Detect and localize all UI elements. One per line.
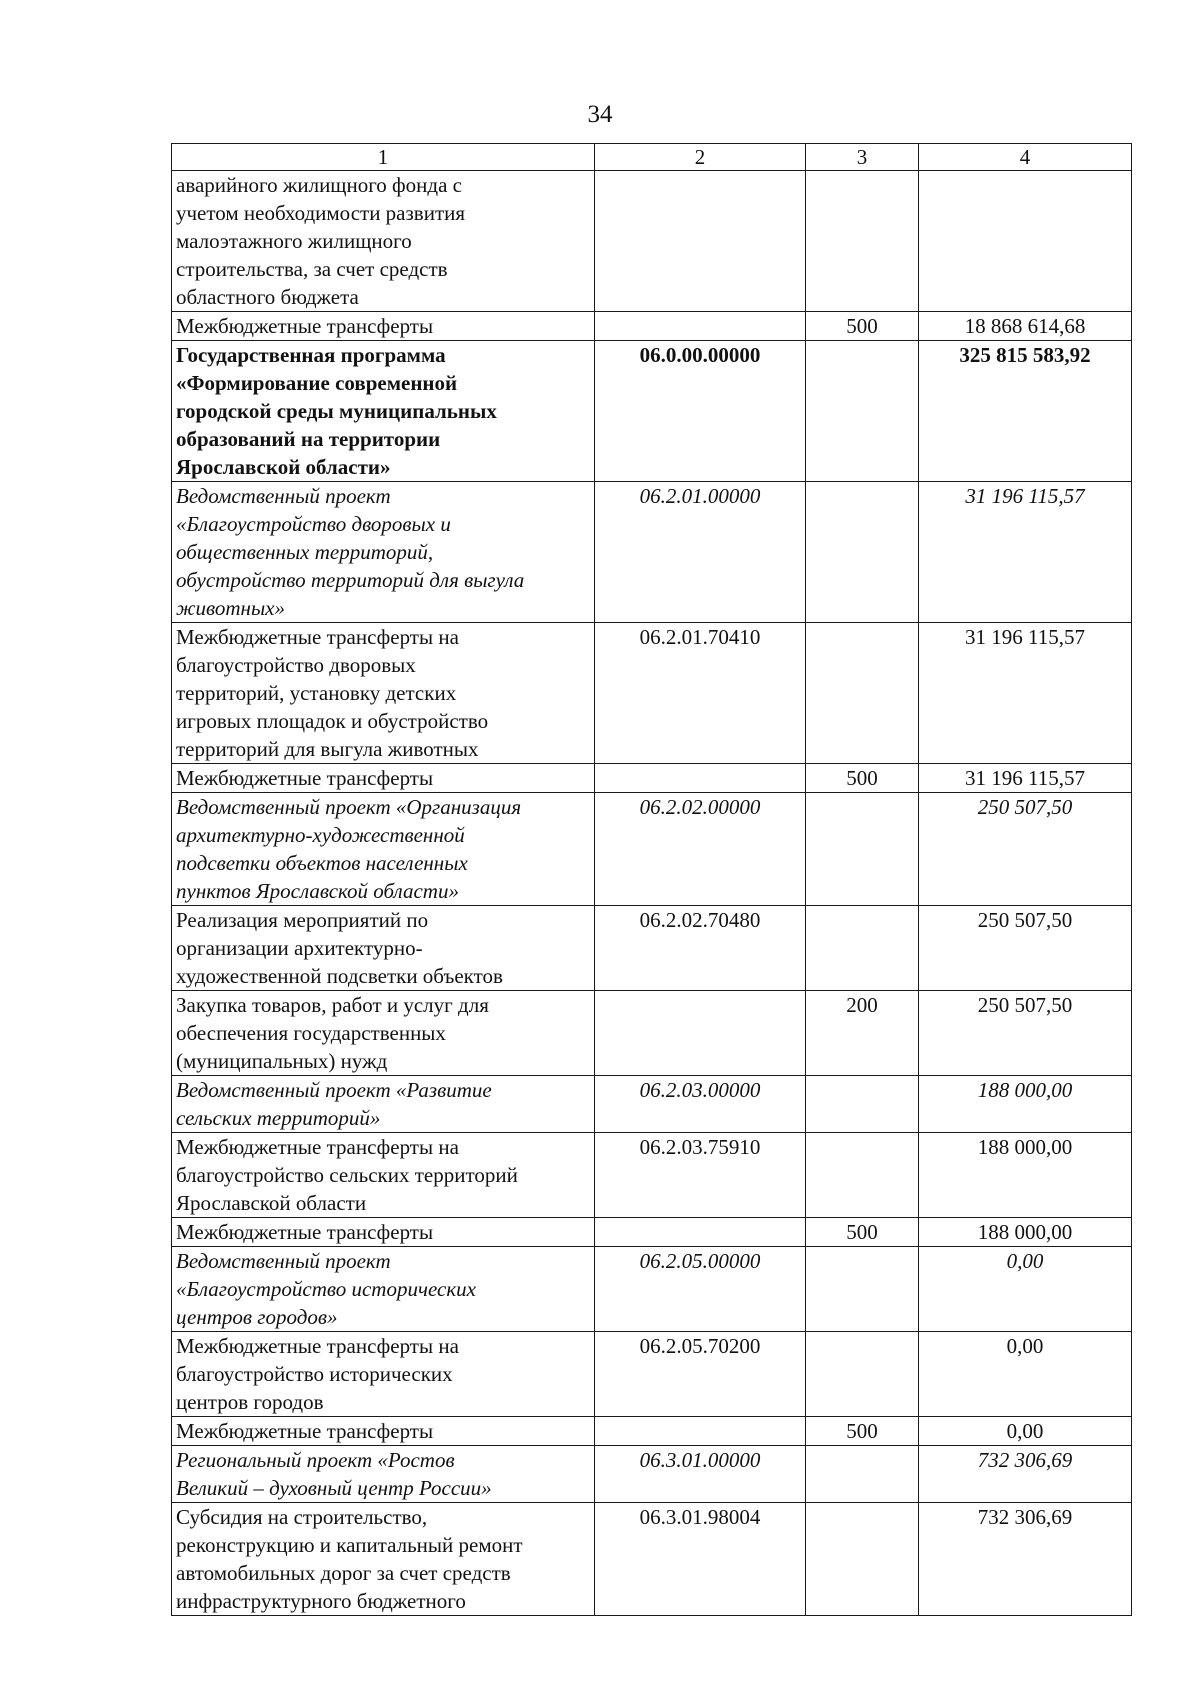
row-name-line: благоустройство исторических (176, 1362, 453, 1386)
table-row (172, 1247, 1132, 1332)
table-row (172, 793, 1132, 906)
page-number: 34 (587, 101, 613, 128)
row-name-line: аварийного жилищного фонда с (176, 173, 462, 197)
row-type-cell (806, 1503, 919, 1616)
row-sum-cell: 188 000,00 (919, 1076, 1132, 1133)
row-name-line: реконструкцию и капитальный ремонт (176, 1533, 523, 1557)
row-name-cell (172, 764, 595, 793)
table-row (172, 482, 1132, 623)
row-name-line: благоустройство сельских территорий (176, 1163, 518, 1187)
row-code-cell: 06.2.05.70200 (595, 1332, 806, 1417)
row-code-cell (595, 312, 806, 341)
table-row (172, 764, 1132, 793)
row-name-line: городской среды муниципальных (176, 399, 497, 423)
row-type-cell: 500 (806, 1218, 919, 1247)
row-name-cell (172, 793, 595, 906)
row-name-line: Межбюджетные трансферты на (176, 625, 459, 649)
table-row (172, 1218, 1132, 1247)
table-row (172, 1332, 1132, 1417)
header-col-3: 3 (806, 144, 919, 171)
row-name-cell (172, 482, 595, 623)
row-code-cell: 06.2.02.00000 (595, 793, 806, 906)
row-code-cell: 06.2.03.00000 (595, 1076, 806, 1133)
row-type-cell (806, 906, 919, 991)
row-name-cell (172, 341, 595, 482)
header-col-4: 4 (919, 144, 1132, 171)
row-name-cell (172, 1332, 595, 1417)
row-sum-cell: 250 507,50 (919, 991, 1132, 1076)
row-name-cell (172, 623, 595, 764)
row-type-cell (806, 1247, 919, 1332)
row-name-line: областного бюджета (176, 285, 359, 309)
row-name-line: «Формирование современной (176, 371, 458, 395)
row-name-line: Межбюджетные трансферты (176, 1220, 434, 1244)
row-code-cell (595, 1218, 806, 1247)
row-name-cell (172, 1218, 595, 1247)
row-type-cell (806, 482, 919, 623)
row-code-cell: 06.2.05.00000 (595, 1247, 806, 1332)
row-name-line: общественных территорий, (176, 540, 434, 564)
table-row (172, 1417, 1132, 1446)
table-row (172, 623, 1132, 764)
row-name-cell (172, 1076, 595, 1133)
row-name-cell (172, 1503, 595, 1616)
row-sum-cell: 732 306,69 (919, 1446, 1132, 1503)
row-code-cell: 06.2.01.70410 (595, 623, 806, 764)
row-sum-cell: 0,00 (919, 1247, 1132, 1332)
row-type-cell: 200 (806, 991, 919, 1076)
row-sum-cell: 188 000,00 (919, 1218, 1132, 1247)
row-name-line: Закупка товаров, работ и услуг для (176, 993, 489, 1017)
row-type-cell (806, 1133, 919, 1218)
row-type-cell (806, 623, 919, 764)
row-name-line: подсветки объектов населенных (176, 851, 468, 875)
row-name-line: Ведомственный проект «Организация (176, 795, 522, 819)
row-name-line: Великий – духовный центр России» (176, 1476, 492, 1500)
row-sum-cell: 250 507,50 (919, 793, 1132, 906)
row-name-line: Ярославской области (176, 1191, 367, 1215)
table-row (172, 1503, 1132, 1616)
row-sum-cell: 250 507,50 (919, 906, 1132, 991)
row-name-line: территорий, установку детских (176, 681, 457, 705)
row-sum-cell: 325 815 583,92 (919, 341, 1132, 482)
row-name-line: автомобильных дорог за счет средств (176, 1561, 511, 1585)
row-name-line: животных» (176, 596, 285, 620)
table-body (172, 171, 1132, 1616)
row-name-cell (172, 991, 595, 1076)
row-code-cell: 06.2.02.70480 (595, 906, 806, 991)
row-name-line: художественной подсветки объектов (176, 964, 503, 988)
header-col-1: 1 (172, 144, 595, 171)
row-name-cell (172, 906, 595, 991)
row-type-cell (806, 341, 919, 482)
row-code-cell: 06.0.00.00000 (595, 341, 806, 482)
row-code-cell: 06.3.01.00000 (595, 1446, 806, 1503)
budget-table (171, 143, 1132, 1616)
row-name-cell (172, 1417, 595, 1446)
row-name-line: организации архитектурно- (176, 936, 423, 960)
row-sum-cell: 18 868 614,68 (919, 312, 1132, 341)
row-type-cell: 500 (806, 1417, 919, 1446)
table-row (172, 1133, 1132, 1218)
row-sum-cell: 31 196 115,57 (919, 623, 1132, 764)
row-name-line: игровых площадок и обустройство (176, 709, 489, 733)
row-name-line: Региональный проект «Ростов (176, 1448, 455, 1472)
row-name-line: Межбюджетные трансферты (176, 766, 434, 790)
row-name-line: Межбюджетные трансферты (176, 314, 434, 338)
row-name-cell (172, 1133, 595, 1218)
row-name-line: Межбюджетные трансферты на (176, 1135, 459, 1159)
row-name-line: Ведомственный проект «Развитие (176, 1078, 492, 1102)
row-code-cell (595, 1417, 806, 1446)
row-sum-cell: 0,00 (919, 1417, 1132, 1446)
row-sum-cell (919, 171, 1132, 312)
row-code-cell: 06.2.01.00000 (595, 482, 806, 623)
table-row (172, 1446, 1132, 1503)
row-code-cell: 06.2.03.75910 (595, 1133, 806, 1218)
header-row (172, 144, 1132, 171)
row-sum-cell: 0,00 (919, 1332, 1132, 1417)
row-name-line: территорий для выгула животных (176, 737, 479, 761)
table-row (172, 906, 1132, 991)
row-sum-cell: 188 000,00 (919, 1133, 1132, 1218)
row-code-cell: 06.3.01.98004 (595, 1503, 806, 1616)
row-name-line: «Благоустройство исторических (176, 1277, 476, 1301)
row-sum-cell: 31 196 115,57 (919, 764, 1132, 793)
row-name-cell (172, 1247, 595, 1332)
row-name-line: Ведомственный проект (176, 1249, 391, 1273)
row-type-cell: 500 (806, 764, 919, 793)
row-name-line: пунктов Ярославской области» (176, 879, 459, 903)
row-type-cell (806, 1332, 919, 1417)
row-name-cell (172, 1446, 595, 1503)
table-row (172, 171, 1132, 312)
row-sum-cell: 732 306,69 (919, 1503, 1132, 1616)
row-name-line: (муниципальных) нужд (176, 1049, 388, 1073)
row-type-cell (806, 793, 919, 906)
row-type-cell (806, 1446, 919, 1503)
row-name-cell (172, 171, 595, 312)
row-code-cell (595, 764, 806, 793)
table-row (172, 341, 1132, 482)
row-name-line: Субсидия на строительство, (176, 1505, 428, 1529)
row-name-line: учетом необходимости развития (176, 201, 466, 225)
row-name-line: строительства, за счет средств (176, 257, 448, 281)
row-type-cell: 500 (806, 312, 919, 341)
row-name-line: инфраструктурного бюджетного (176, 1589, 466, 1613)
row-name-line: Межбюджетные трансферты (176, 1419, 434, 1443)
header-col-2: 2 (595, 144, 806, 171)
row-sum-cell: 31 196 115,57 (919, 482, 1132, 623)
table-row (172, 312, 1132, 341)
row-name-line: малоэтажного жилищного (176, 229, 412, 253)
row-name-line: Ведомственный проект (176, 484, 391, 508)
table-row (172, 991, 1132, 1076)
row-name-line: обустройство территорий для выгула (176, 568, 525, 592)
row-name-line: Межбюджетные трансферты на (176, 1334, 459, 1358)
row-name-line: Реализация мероприятий по (176, 908, 429, 932)
row-name-line: образований на территории (176, 427, 441, 451)
row-name-line: «Благоустройство дворовых и (176, 512, 451, 536)
row-type-cell (806, 1076, 919, 1133)
row-name-line: центров городов» (176, 1305, 338, 1329)
row-name-line: сельских территорий» (176, 1106, 381, 1130)
row-name-line: обеспечения государственных (176, 1021, 446, 1045)
row-type-cell (806, 171, 919, 312)
table-row (172, 1076, 1132, 1133)
row-code-cell (595, 991, 806, 1076)
row-name-line: благоустройство дворовых (176, 653, 416, 677)
row-name-cell (172, 312, 595, 341)
row-name-line: архитектурно-художественной (176, 823, 465, 847)
row-name-line: Государственная программа (176, 343, 446, 367)
row-code-cell (595, 171, 806, 312)
row-name-line: Ярославской области» (176, 455, 391, 479)
row-name-line: центров городов (176, 1390, 324, 1414)
